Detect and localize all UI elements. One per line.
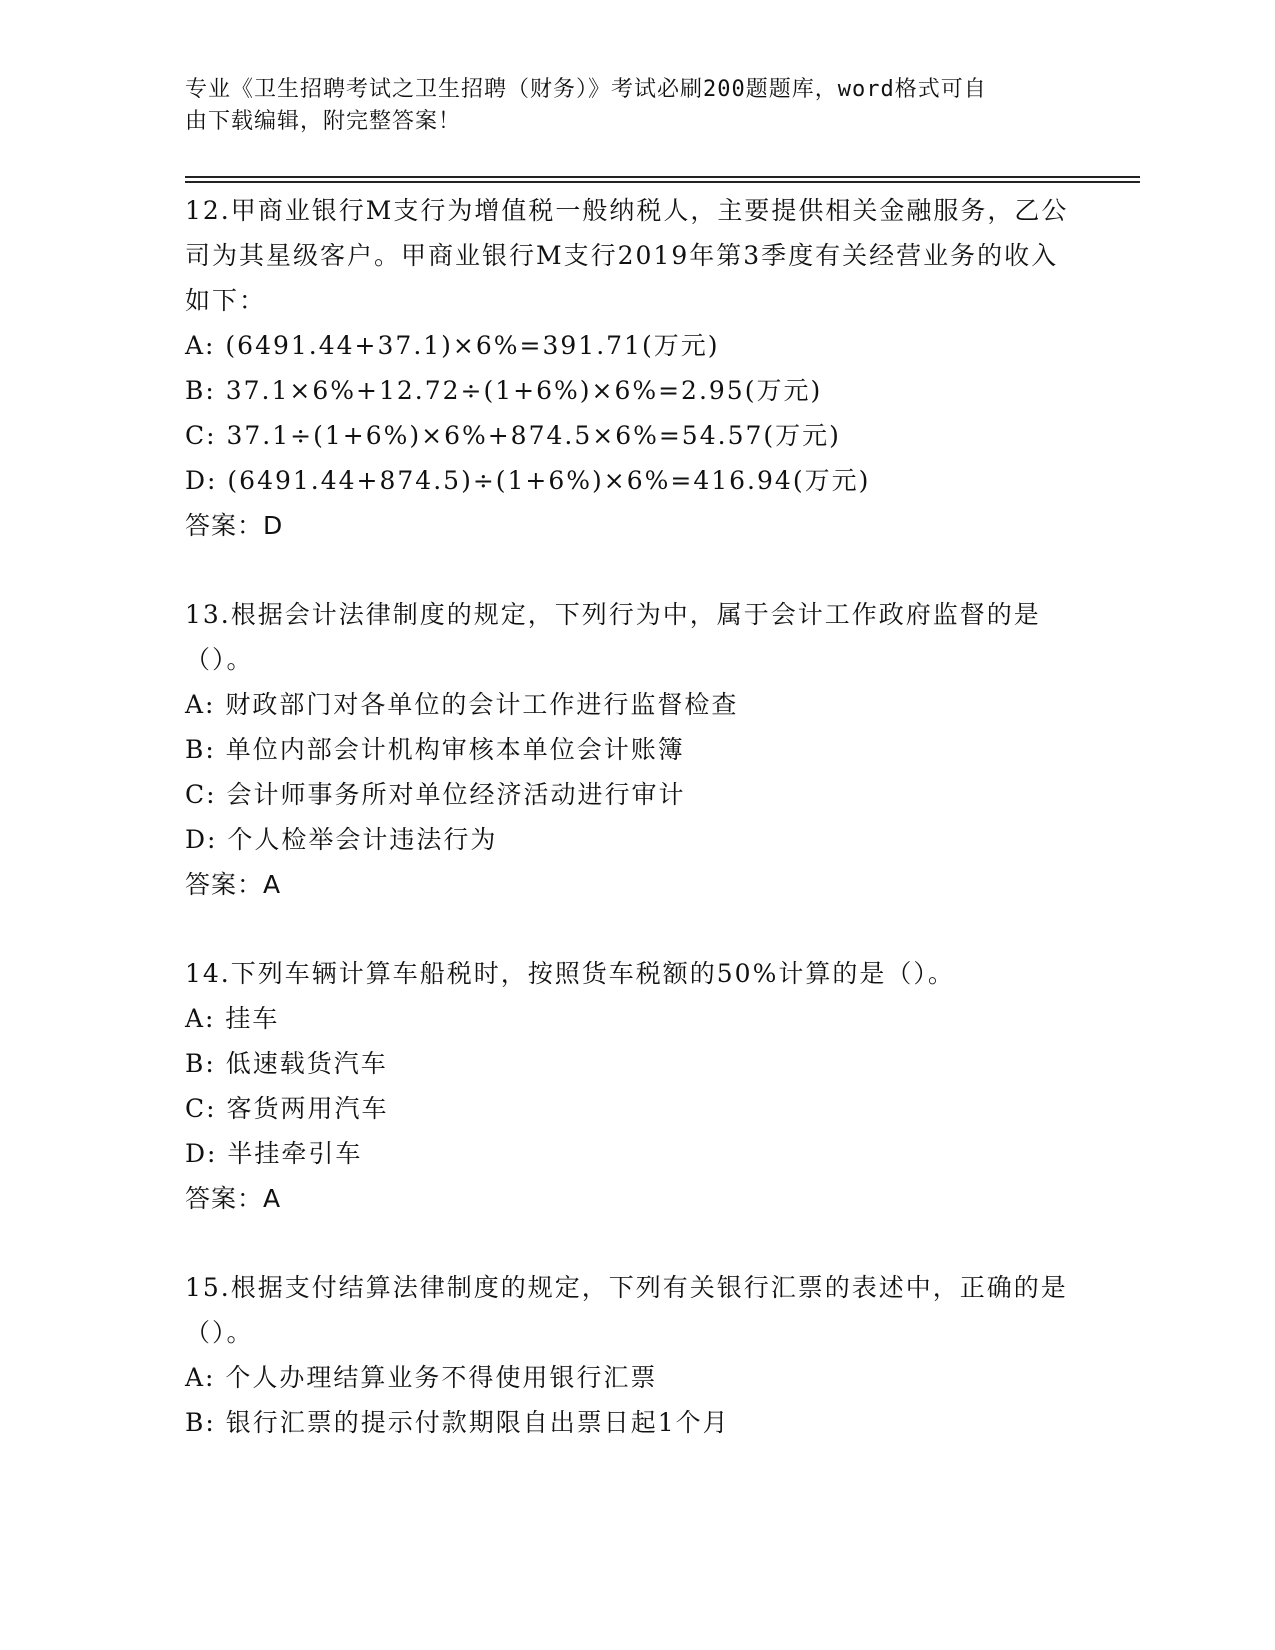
- option-b: B: 银行汇票的提示付款期限自出票日起1个月: [185, 1408, 730, 1437]
- header-divider-bottom: [185, 181, 1140, 183]
- option-a: A: (6491.44+37.1)×6%=391.71(万元): [185, 331, 720, 360]
- option-c: C: 客货两用汽车: [185, 1094, 389, 1123]
- option-c: C: 37.1÷(1+6%)×6%+874.5×6%=54.57(万元): [185, 421, 841, 450]
- option-a: A: 挂车: [185, 1004, 280, 1033]
- question-12: [185, 188, 1075, 548]
- question-stem: 12.甲商业银行M支行为增值税一般纳税人，主要提供相关金融服务，乙公司为其星级客户。甲商业银行M支行2019年第3季度有关经营业务的收入如下：: [185, 196, 1069, 315]
- option-d: D: 半挂牵引车: [185, 1139, 363, 1168]
- option-b: B: 37.1×6%+12.72÷(1+6%)×6%=2.95(万元): [185, 376, 823, 405]
- question-stem: 13.根据会计法律制度的规定，下列行为中，属于会计工作政府监督的是（）。: [185, 600, 1041, 674]
- header-line-2: 由下载编辑，附完整答案！: [185, 109, 462, 134]
- header-line-1: 专业《卫生招聘考试之卫生招聘（财务）》考试必刷200题题库，word格式可自: [185, 77, 987, 102]
- question-14: [185, 951, 1075, 1221]
- option-d: D: (6491.44+874.5)÷(1+6%)×6%=416.94(万元): [185, 466, 871, 495]
- question-stem: 15.根据支付结算法律制度的规定，下列有关银行汇票的表述中，正确的是（）。: [185, 1273, 1068, 1347]
- document-header: [185, 74, 1065, 138]
- option-b: B: 低速载货汽车: [185, 1049, 388, 1078]
- option-d: D: 个人检举会计违法行为: [185, 825, 498, 854]
- question-15: [185, 1265, 1075, 1445]
- question-list: [185, 188, 1075, 1489]
- answer-line: 答案：D: [185, 511, 284, 540]
- option-b: B: 单位内部会计机构审核本单位会计账簿: [185, 735, 685, 764]
- answer-line: 答案：A: [185, 870, 282, 899]
- question-13: [185, 592, 1075, 907]
- answer-line: 答案：A: [185, 1184, 282, 1213]
- option-a: A: 个人办理结算业务不得使用银行汇票: [185, 1363, 658, 1392]
- option-a: A: 财政部门对各单位的会计工作进行监督检查: [185, 690, 739, 719]
- question-stem: 14.下列车辆计算车船税时，按照货车税额的50%计算的是（）。: [185, 959, 955, 988]
- header-divider-top: [185, 176, 1140, 178]
- option-c: C: 会计师事务所对单位经济活动进行审计: [185, 780, 686, 809]
